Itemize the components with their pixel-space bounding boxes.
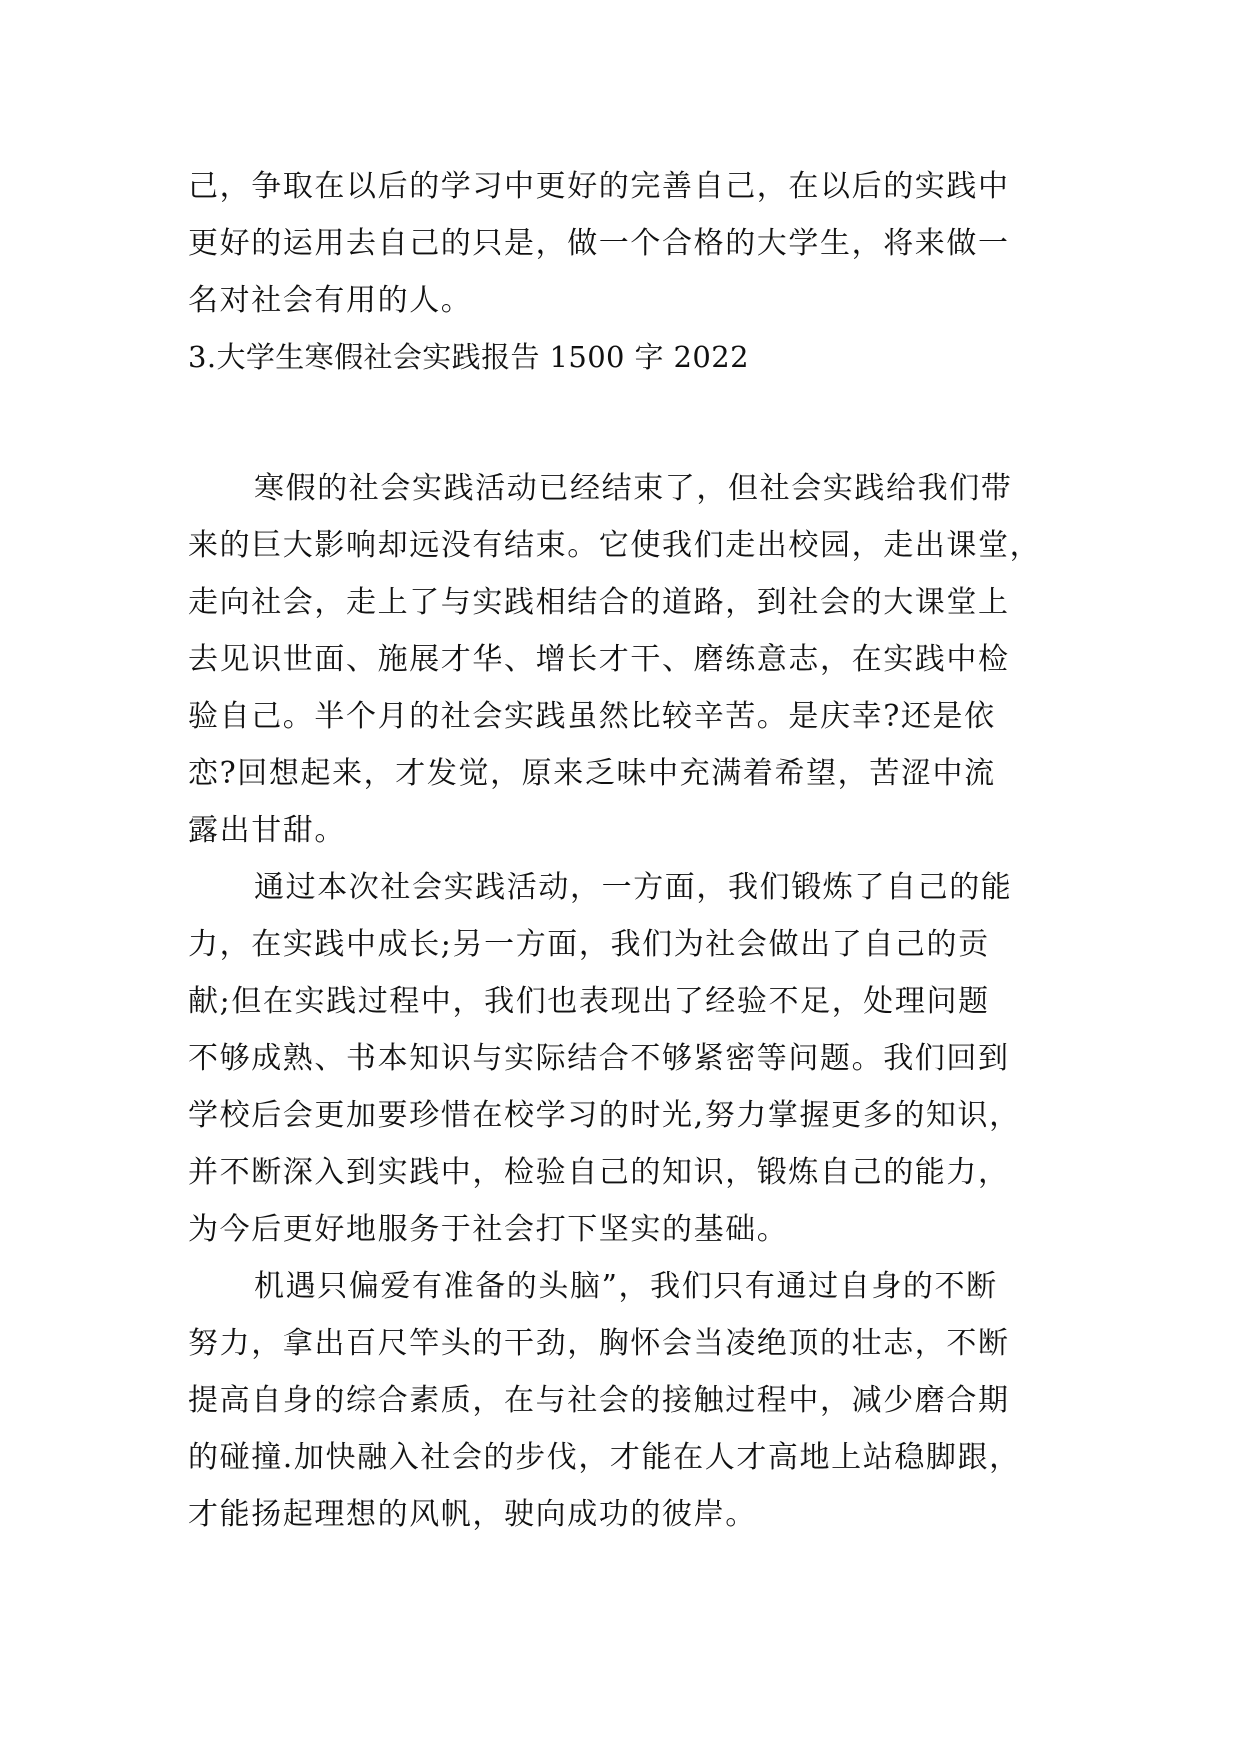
document-body [188,158,1058,1543]
text-line: 更好的运用去自己的只是，做一个合格的大学生，将来做一 [188,226,1010,261]
text-line: 验自己。半个月的社会实践虽然比较辛苦。是庆幸?还是依 [188,699,996,734]
text-line: 学校后会更加要珍惜在校学习的时光,努力掌握更多的知识， [188,1098,1021,1133]
text-line: 的碰撞.加快融入社会的步伐，才能在人才高地上站稳脚跟， [188,1440,1021,1475]
text-line: 努力，拿出百尺竿头的干劲，胸怀会当凌绝顶的壮志，不断 [188,1326,1010,1361]
text-line: 走向社会，走上了与实践相结合的道路，到社会的大课堂上 [188,585,1010,620]
text-line: 才能扬起理想的风帆，驶向成功的彼岸。 [188,1497,757,1532]
text-line: 机遇只偏爱有准备的头脑”，我们只有通过自身的不断 [254,1269,998,1304]
text-line: 献;但在实践过程中，我们也表现出了经验不足，处理问题 [188,984,990,1019]
text-line: 为今后更好地服务于社会打下坚实的基础。 [188,1212,789,1247]
text-line: 寒假的社会实践活动已经结束了，但社会实践给我们带 [254,471,1013,506]
section-heading: 3.大学生寒假社会实践报告 1500 字 2022 [188,340,749,374]
intro-paragraph [188,158,1058,329]
text-line: 提高自身的综合素质，在与社会的接触过程中，减少磨合期 [188,1383,1010,1418]
text-line: 名对社会有用的人。 [188,283,473,318]
text-line: 不够成熟、书本知识与实际结合不够紧密等问题。我们回到 [188,1041,1010,1076]
text-line: 恋?回想起来，才发觉，原来乏味中充满着希望，苦涩中流 [188,756,996,791]
text-line: 来的巨大影响却远没有结束。它使我们走出校园，走出课堂， [188,528,1042,563]
paragraph-3 [188,1258,1058,1543]
text-line: 去见识世面、施展才华、增长才干、磨练意志，在实践中检 [188,642,1010,677]
section-spacer [188,386,1058,460]
text-line: 力，在实践中成长;另一方面，我们为社会做出了自己的贡 [188,927,990,962]
text-line: 通过本次社会实践活动，一方面，我们锻炼了自己的能 [254,870,1013,905]
text-line: 露出甘甜。 [188,813,346,848]
text-line: 并不断深入到实践中，检验自己的知识，锻炼自己的能力， [188,1155,1010,1190]
paragraph-1 [188,460,1058,859]
paragraph-2 [188,859,1058,1258]
text-line: 己，争取在以后的学习中更好的完善自己，在以后的实践中 [188,169,1010,204]
